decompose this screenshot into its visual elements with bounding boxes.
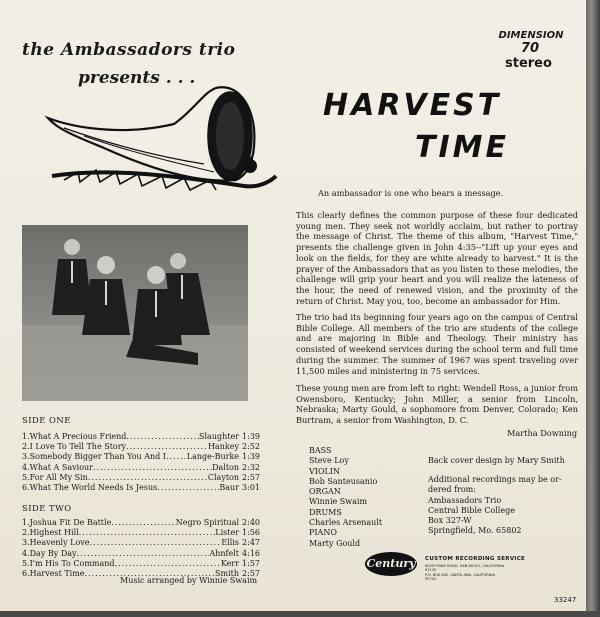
order-line: Box 327-W (428, 516, 472, 526)
credit-name: Bob Santeusanio (309, 476, 378, 486)
side-two-title: SIDE TWO (22, 503, 72, 513)
credit-role: ORGAN (309, 487, 341, 497)
track-row: 6. What The World Needs Is Jesus ..... Baur 3:01 (22, 483, 260, 493)
track-row: 4. What A Saviour ..... Dalton 2:32 (22, 463, 260, 473)
liner-paragraph-2: The trio had its beginning four years ago on the campus of Central Bible College. All members of the trio are students of the college and are majoring in Bible and Theology. Their ministry has consisted of weekend services during the school term and full time during the summer. The summer of 1967 was spent traveling over 11,500 miles and ministering in 75 services. (296, 312, 578, 376)
credit-name: Winnie Swaim (309, 497, 368, 507)
sleeve-edge-bottom (0, 611, 600, 617)
album-title-line-1: HARVEST (323, 88, 502, 123)
track-row: 2. I Love To Tell The Story ..... Hankey 2:52 (22, 442, 260, 452)
track-row: 3. Somebody Bigger Than You And I ..... Lange-Burke 1:39 (22, 452, 260, 462)
credit-role: PIANO (309, 528, 337, 538)
track-row: 1. What A Precious Friend ..... Slaughter 1:39 (22, 432, 260, 442)
stereo-label: stereo (505, 56, 552, 71)
dimension-brand: DIMENSION (498, 30, 564, 41)
album-title-line-2: TIME (415, 130, 509, 165)
trio-photo (22, 225, 248, 401)
track-row: 5. I'm His To Command ..... Kerr 1:57 (22, 559, 260, 569)
credit-role: VIOLIN (309, 466, 340, 476)
order-line: Ambassadors Trio (428, 495, 502, 505)
track-row: 4. Day By Day ..... Ahnfelt 4:16 (22, 549, 260, 559)
liner-intro: An ambassador is one who bears a message. (318, 188, 504, 198)
back-cover-design-credit: Back cover design by Mary Smith (428, 456, 565, 465)
musician-credits (309, 446, 382, 549)
century-logo (365, 552, 417, 576)
liner-author: Martha Downing (507, 428, 578, 438)
dimension-70-stereo-logo (493, 30, 569, 76)
sleeve-edge-right (586, 0, 600, 617)
century-address-line: 6550 FRIAR ROAD, SAN DIEGO, CALIFORNIA 92120 (425, 564, 505, 573)
cornucopia-illustration (44, 84, 278, 196)
credit-name: Marty Gould (309, 538, 361, 548)
track-row: 1. Joshua Fit De Battle ..... Negro Spiritual 2:40 (22, 518, 260, 528)
credit-name: Steve Loy (309, 456, 349, 466)
liner-paragraph-3: These young men are from left to right: Wendell Ross, a junior from Owensboro, Kentucky; John Miller, a senior from Lincoln, Nebraska; Marty Gould, a sophomore from Denver, Colorado; Ken Burtram, a senior from Washington, D. C. (296, 383, 578, 426)
presents-line: presents . . . (78, 68, 196, 88)
credit-name: Charles Arsenault (309, 518, 383, 528)
music-arranger-credit: Music arranged by Winnie Swaim (120, 576, 258, 585)
order-line: Springfield, Mo. 65802 (428, 526, 522, 536)
side-one-tracklist (22, 432, 260, 493)
century-address-line: P.O. BOX 642, SANTA ANA, CALIFORNIA 92702 (425, 572, 495, 582)
track-row: 5. For All My Sin ..... Clayton 2:57 (22, 473, 260, 483)
side-two-tracklist (22, 518, 260, 579)
track-row: 6. Harvest Time ..... Smith 2:57 (22, 569, 260, 579)
presenter-line: the Ambassadors trio (22, 40, 236, 60)
order-line: Central Bible College (428, 505, 515, 515)
dimension-number: 70 (521, 41, 540, 56)
side-one-title: SIDE ONE (22, 415, 71, 425)
credit-role: DRUMS (309, 507, 342, 517)
track-row: 2. Highest Hill ..... Lister 1:56 (22, 528, 260, 538)
century-brand: Century (365, 552, 417, 576)
catalog-number: 33247 (554, 596, 577, 604)
order-line: Additional recordings may be or- (428, 475, 562, 484)
order-address (428, 475, 562, 537)
track-row: 3. Heavenly Love ..... Ellis 2:47 (22, 538, 260, 548)
custom-recording-service-label: CUSTOM RECORDING SERVICE (425, 556, 526, 562)
order-line: dered from: (428, 485, 476, 495)
liner-paragraph-1: This clearly defines the common purpose of these four dedicated young men. They seek not worldly acclaim, but rather to portray the message of Christ. The theme of this album, "Harvest Time," presents the challenge given in John 4:35--"Lift up your eyes and look on the fields, for they are white already to harvest." It is the prayer of the Ambassadors that as you listen to these melodies, the challenge will grip your heart and you will realize the lateness of the hour, the need of renewed vision, and the proximity of the return of Christ. May you, too, become an ambassador for Him. (296, 210, 578, 306)
century-address (425, 564, 505, 582)
credit-role: BASS (309, 446, 332, 455)
